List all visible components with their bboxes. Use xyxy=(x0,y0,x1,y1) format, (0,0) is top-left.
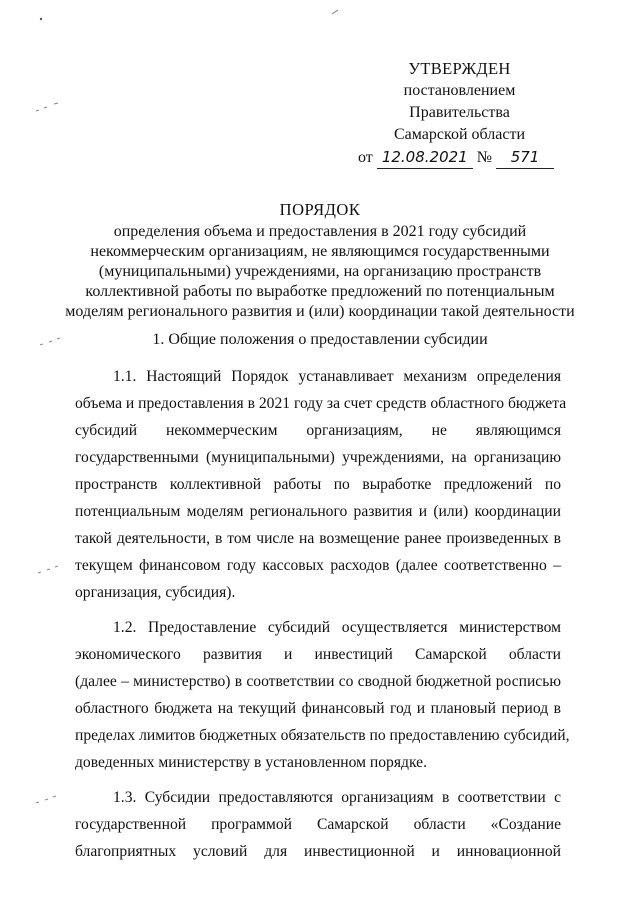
text-line: благоприятных условий для инвестиционной и инновационной xyxy=(75,843,561,860)
text-line: экономического развития и инвестиций Самарской области xyxy=(75,646,561,663)
scan-mark xyxy=(40,338,60,345)
subtitle-line: (муниципальными) учреждениями, на организацию пространств xyxy=(98,263,542,280)
scan-mark xyxy=(36,103,58,111)
text-line: субсидий некоммерческим организациям, не являющимся xyxy=(75,422,561,439)
scan-mark xyxy=(36,796,56,803)
approval-stamp-block xyxy=(352,58,567,169)
text-line: (далее – министерство) в соответствии со сводной бюджетной росписью xyxy=(75,673,561,690)
text-line: потенциальным моделям регионального развития и (или) координации xyxy=(75,503,561,520)
section-heading: 1. Общие положения о предоставлении субсидии xyxy=(152,331,488,348)
number-label: № xyxy=(476,149,493,166)
subtitle-line: коллективной работы по выработке предложений по потенциальным xyxy=(85,283,555,300)
text-line: 1.1. Настоящий Порядок устанавливает механизм определения xyxy=(113,368,561,385)
text-line: организация, субсидия). xyxy=(75,584,236,601)
subtitle-line: моделям регионального развития и (или) координации такой деятельности xyxy=(65,303,575,320)
text-line: 1.2. Предоставление субсидий осуществляется министерством xyxy=(113,619,561,636)
text-line: такой деятельности, в том числе на возмещение ранее произведенных в xyxy=(75,530,561,547)
text-line: государственной программой Самарской области «Создание xyxy=(75,816,561,833)
subtitle-line: некоммерческим организациям, не являющимся государственными xyxy=(90,243,550,260)
paragraph-1-3 xyxy=(75,784,561,865)
body-text xyxy=(75,363,570,873)
scan-mark xyxy=(332,10,338,14)
text-line: текущем финансовом году кассовых расходов (далее соответственно – xyxy=(75,557,561,574)
approval-line-2: Самарской области xyxy=(394,126,525,143)
paragraph-1-1 xyxy=(75,363,567,606)
text-line: 1.3. Субсидии предоставляются организациям в соответствии с xyxy=(113,789,561,806)
approval-date-number-line xyxy=(352,146,567,169)
from-label: от xyxy=(358,149,373,166)
text-line: пределах лимитов бюджетных обязательств по предоставлению субсидий, xyxy=(75,727,570,744)
approved-heading: УТВЕРЖДЕН xyxy=(408,59,511,78)
text-line: областного бюджета на текущий финансовый год и плановый период в xyxy=(75,700,561,717)
text-line: пространств коллективной работы по выработке предложений по xyxy=(75,476,561,493)
text-line: доведенных министерству в установленном порядке. xyxy=(75,754,427,771)
approval-line-1: постановлением Правительства xyxy=(403,82,516,121)
text-line: государственными (муниципальными) учреждениями, на организацию xyxy=(75,449,561,466)
approval-number: 571 xyxy=(496,146,554,169)
subtitle-line: определения объема и предоставления в 2021 году субсидий xyxy=(113,223,527,240)
document-title: ПОРЯДОК xyxy=(279,200,361,219)
document-title-block xyxy=(60,200,580,322)
approval-date: 12.08.2021 xyxy=(377,146,473,169)
scan-mark xyxy=(38,566,58,573)
text-line: объема и предоставления в 2021 году за счет средств областного бюджета xyxy=(75,395,567,412)
paragraph-1-2 xyxy=(75,614,570,776)
scan-dot xyxy=(40,18,42,20)
